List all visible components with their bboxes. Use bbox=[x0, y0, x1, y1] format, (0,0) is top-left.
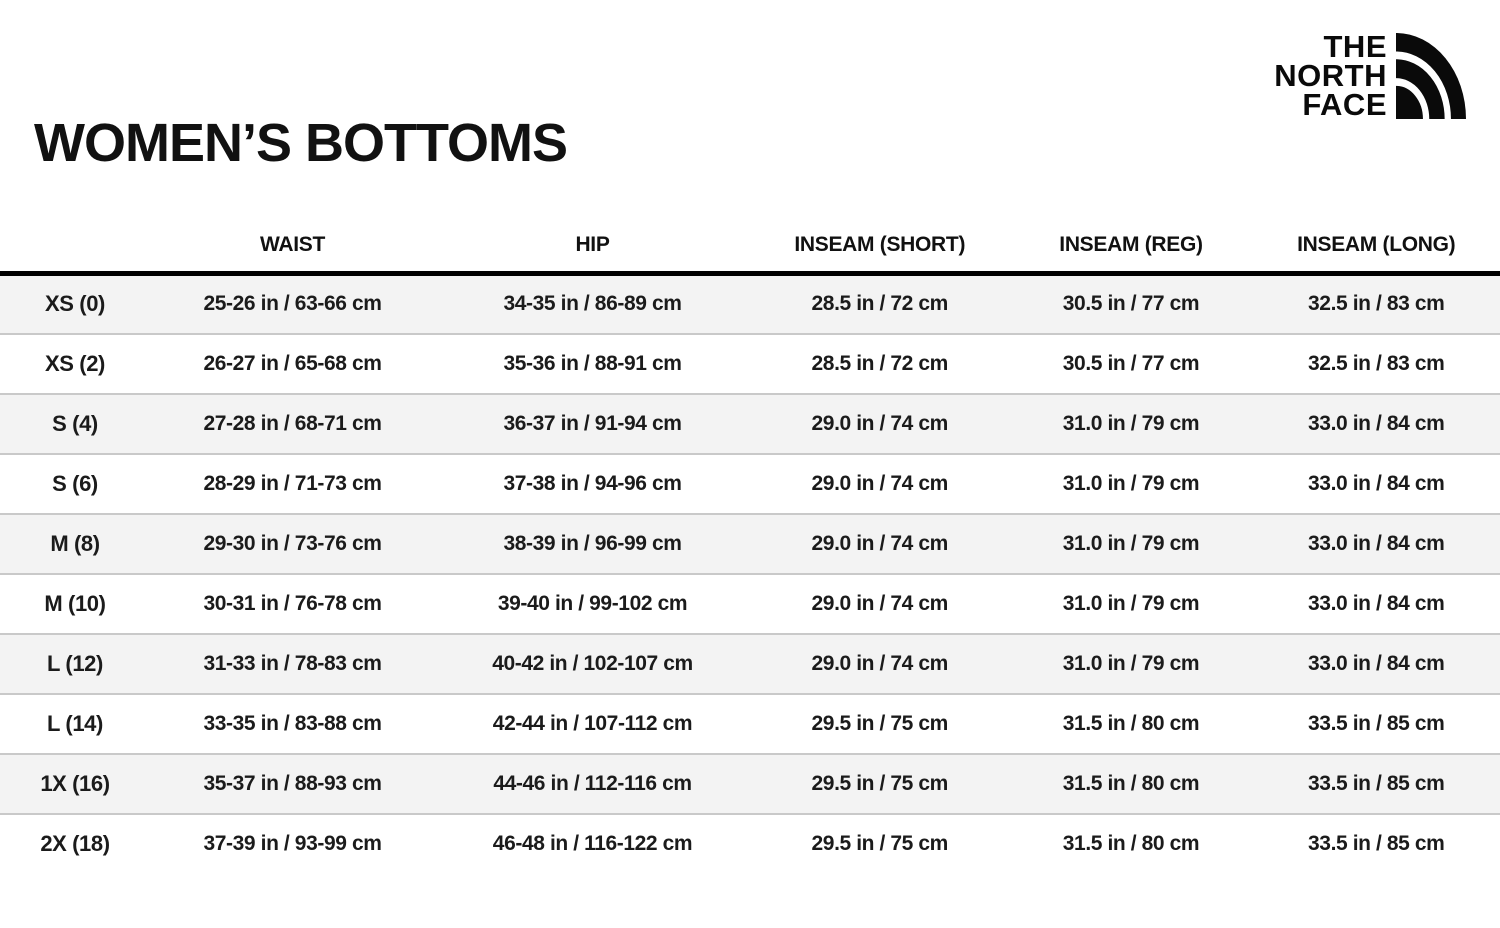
table-row bbox=[0, 754, 1500, 814]
cell-waist: 30-31 in / 76-78 cm bbox=[203, 591, 382, 615]
cell-inseam-reg: 31.0 in / 79 cm bbox=[1062, 531, 1200, 555]
cell-inseam-long: 33.0 in / 84 cm bbox=[1308, 411, 1445, 435]
header-row bbox=[0, 206, 1500, 274]
column-header-inseam-reg: INSEAM (REG) bbox=[1009, 206, 1252, 274]
column-header-inseam-long: INSEAM (LONG) bbox=[1252, 206, 1500, 274]
cell-hip: 37-38 in / 94-96 cm bbox=[503, 471, 682, 495]
cell-hip: 38-39 in / 96-99 cm bbox=[503, 531, 682, 555]
cell-inseam-reg: 30.5 in / 77 cm bbox=[1062, 292, 1200, 316]
cell-size: S (4) bbox=[52, 410, 98, 436]
table-row bbox=[0, 394, 1500, 454]
cell-hip: 40-42 in / 102-107 cm bbox=[492, 651, 693, 675]
brand-wordmark-line: NORTH bbox=[1274, 58, 1387, 93]
cell-inseam-short: 29.0 in / 74 cm bbox=[811, 411, 948, 435]
cell-inseam-reg: 30.5 in / 77 cm bbox=[1062, 351, 1200, 375]
table-row bbox=[0, 694, 1500, 754]
brand-wordmark-line: FACE bbox=[1302, 87, 1387, 122]
cell-inseam-long: 33.0 in / 84 cm bbox=[1308, 471, 1445, 495]
cell-waist: 33-35 in / 83-88 cm bbox=[203, 711, 382, 735]
column-header-size bbox=[0, 206, 150, 274]
cell-size: S (6) bbox=[52, 470, 98, 496]
cell-hip: 35-36 in / 88-91 cm bbox=[503, 351, 682, 375]
cell-inseam-short: 28.5 in / 72 cm bbox=[811, 292, 948, 316]
cell-inseam-reg: 31.5 in / 80 cm bbox=[1062, 711, 1200, 735]
cell-waist: 29-30 in / 73-76 cm bbox=[203, 531, 382, 555]
cell-size: 2X (18) bbox=[40, 831, 110, 856]
cell-inseam-reg: 31.0 in / 79 cm bbox=[1062, 411, 1200, 435]
half-dome-icon bbox=[1396, 33, 1466, 119]
cell-size: L (12) bbox=[47, 650, 103, 676]
cell-size: XS (0) bbox=[45, 291, 105, 317]
cell-waist: 27-28 in / 68-71 cm bbox=[203, 411, 382, 435]
cell-inseam-short: 28.5 in / 72 cm bbox=[811, 351, 948, 375]
cell-size: M (10) bbox=[44, 590, 106, 616]
table-row bbox=[0, 334, 1500, 394]
cell-inseam-long: 32.5 in / 83 cm bbox=[1308, 351, 1445, 375]
cell-inseam-long: 33.5 in / 85 cm bbox=[1308, 832, 1445, 855]
cell-waist: 26-27 in / 65-68 cm bbox=[203, 351, 382, 375]
cell-hip: 44-46 in / 112-116 cm bbox=[493, 771, 692, 795]
cell-inseam-reg: 31.0 in / 79 cm bbox=[1062, 591, 1200, 615]
cell-waist: 28-29 in / 71-73 cm bbox=[203, 471, 382, 495]
cell-hip: 36-37 in / 91-94 cm bbox=[503, 411, 682, 435]
table-row bbox=[0, 274, 1500, 334]
cell-size: XS (2) bbox=[45, 350, 105, 376]
cell-inseam-short: 29.5 in / 75 cm bbox=[811, 832, 948, 855]
cell-inseam-reg: 31.5 in / 80 cm bbox=[1062, 832, 1200, 855]
table-row bbox=[0, 454, 1500, 514]
cell-inseam-short: 29.0 in / 74 cm bbox=[811, 651, 948, 675]
cell-size: M (8) bbox=[50, 530, 100, 556]
cell-hip: 46-48 in / 116-122 cm bbox=[492, 832, 693, 855]
table-row bbox=[0, 814, 1500, 874]
cell-inseam-long: 32.5 in / 83 cm bbox=[1308, 292, 1445, 316]
cell-inseam-long: 33.0 in / 84 cm bbox=[1308, 651, 1445, 675]
cell-inseam-reg: 31.5 in / 80 cm bbox=[1062, 771, 1200, 795]
cell-inseam-short: 29.0 in / 74 cm bbox=[811, 471, 948, 495]
cell-size: L (14) bbox=[47, 710, 103, 736]
brand-wordmark-line: THE bbox=[1323, 29, 1387, 64]
size-chart-table bbox=[0, 206, 1500, 874]
table-row bbox=[0, 574, 1500, 634]
cell-waist: 37-39 in / 93-99 cm bbox=[203, 832, 382, 855]
cell-size: 1X (16) bbox=[40, 770, 110, 796]
cell-inseam-short: 29.5 in / 75 cm bbox=[811, 711, 948, 735]
cell-waist: 31-33 in / 78-83 cm bbox=[203, 651, 382, 675]
brand-logo bbox=[1274, 29, 1466, 122]
cell-inseam-short: 29.0 in / 74 cm bbox=[811, 531, 948, 555]
cell-inseam-reg: 31.0 in / 79 cm bbox=[1062, 651, 1200, 675]
cell-inseam-long: 33.5 in / 85 cm bbox=[1308, 711, 1445, 735]
cell-hip: 42-44 in / 107-112 cm bbox=[492, 711, 693, 735]
table-row bbox=[0, 514, 1500, 574]
cell-inseam-reg: 31.0 in / 79 cm bbox=[1062, 471, 1200, 495]
cell-waist: 25-26 in / 63-66 cm bbox=[203, 292, 382, 316]
column-header-waist: WAIST bbox=[150, 206, 435, 274]
column-header-hip: HIP bbox=[435, 206, 750, 274]
table-row bbox=[0, 634, 1500, 694]
cell-inseam-long: 33.0 in / 84 cm bbox=[1308, 531, 1445, 555]
cell-hip: 39-40 in / 99-102 cm bbox=[497, 591, 688, 615]
page-title: WOMEN’S BOTTOMS bbox=[34, 113, 567, 174]
cell-inseam-long: 33.0 in / 84 cm bbox=[1308, 591, 1445, 615]
cell-inseam-short: 29.5 in / 75 cm bbox=[811, 771, 948, 795]
cell-inseam-short: 29.0 in / 74 cm bbox=[811, 591, 948, 615]
brand-wordmark bbox=[1274, 29, 1387, 122]
cell-inseam-long: 33.5 in / 85 cm bbox=[1308, 771, 1445, 795]
column-header-inseam-short: INSEAM (SHORT) bbox=[750, 206, 1009, 274]
cell-waist: 35-37 in / 88-93 cm bbox=[203, 771, 382, 795]
cell-hip: 34-35 in / 86-89 cm bbox=[503, 292, 682, 316]
